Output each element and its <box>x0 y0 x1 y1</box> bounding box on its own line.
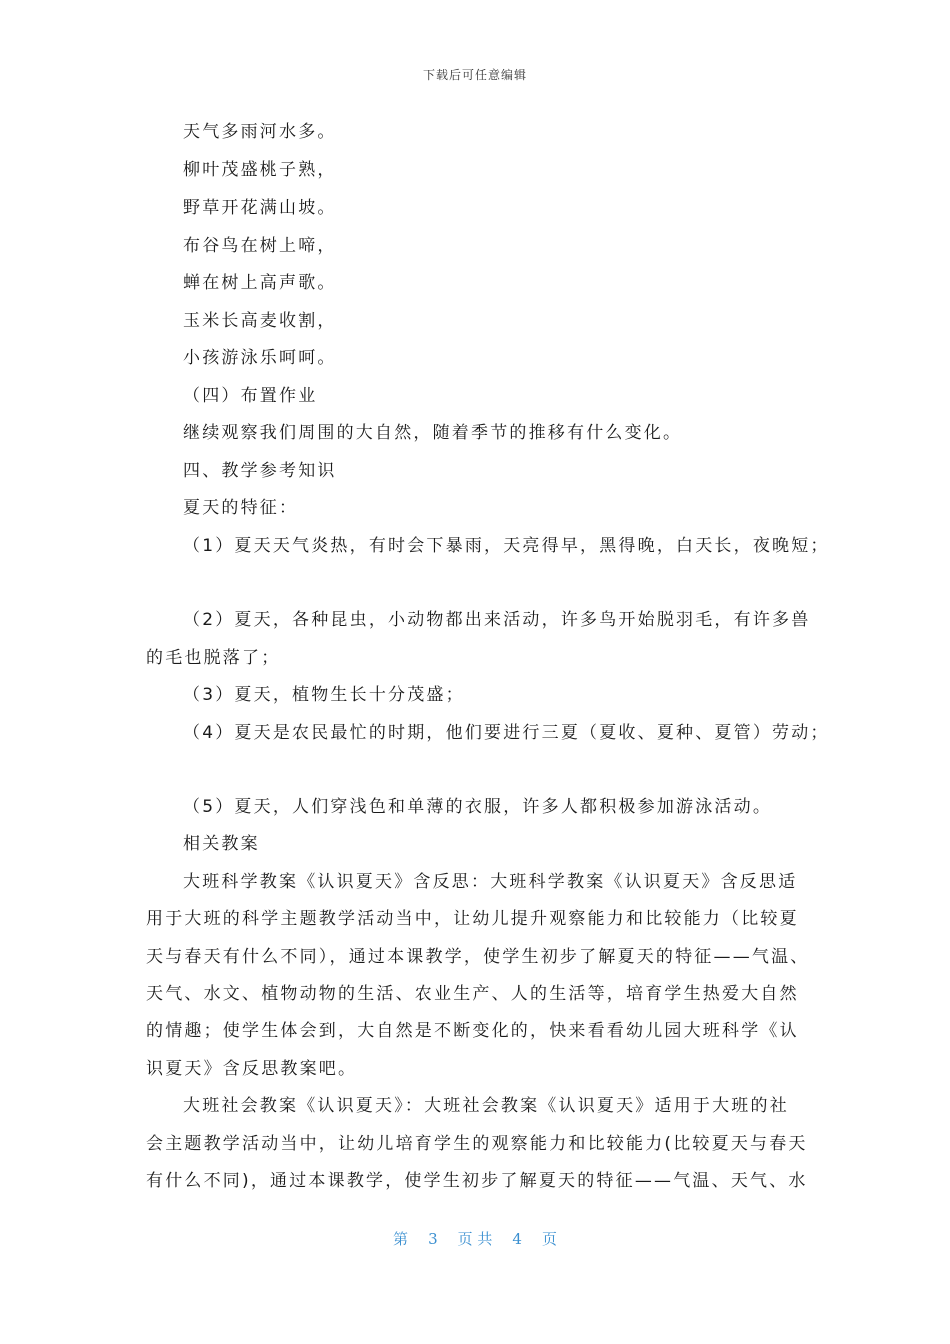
paragraph-line: 识夏天》含反思教案吧。 <box>146 1059 358 1079</box>
total-pages-number: 4 <box>512 1230 522 1248</box>
section-heading: （四）布置作业 <box>183 386 318 406</box>
text-line: 蝉在树上高声歌。 <box>183 273 337 293</box>
page-header: 下载后可任意编辑 <box>422 68 527 82</box>
footer-end-label: 页 <box>541 1230 557 1248</box>
text-line: 的毛也脱落了； <box>146 648 281 668</box>
paragraph-line: 天与春天有什么不同），通过本课教学，使学生初步了解夏天的特征——气温、 <box>146 947 810 967</box>
text-line: 布谷鸟在树上啼， <box>183 236 337 256</box>
current-page-number: 3 <box>428 1230 438 1248</box>
section-heading: 相关教案 <box>183 834 260 854</box>
paragraph-line: 大班社会教案《认识夏天》：大班社会教案《认识夏天》适用于大班的社 <box>183 1096 789 1116</box>
footer-page-label: 第 <box>393 1230 409 1248</box>
text-line: （3）夏天，植物生长十分茂盛； <box>183 685 465 705</box>
text-line: 继续观察我们周围的大自然，随着季节的推移有什么变化。 <box>183 423 683 443</box>
paragraph-line: 用于大班的科学主题教学活动当中，让幼儿提升观察能力和比较能力（比较夏 <box>146 909 799 929</box>
text-line: 野草开花满山坡。 <box>183 198 337 218</box>
footer-mid-label: 页 共 <box>457 1230 493 1248</box>
page-footer <box>0 1228 950 1249</box>
paragraph-line: 天气、水文、植物动物的生活、农业生产、人的生活等，培育学生热爱大自然 <box>146 984 799 1004</box>
text-line: （1）夏天天气炎热，有时会下暴雨，天亮得早，黑得晚，白天长，夜晚短； <box>183 536 830 556</box>
text-line: （4）夏天是农民最忙的时期，他们要进行三夏（夏收、夏种、夏管）劳动； <box>183 723 830 743</box>
paragraph-line: 的情趣；使学生体会到，大自然是不断变化的，快来看看幼儿园大班科学《认 <box>146 1021 799 1041</box>
text-line: 柳叶茂盛桃子熟， <box>183 160 337 180</box>
text-line: 夏天的特征： <box>183 498 299 518</box>
section-heading: 四、教学参考知识 <box>183 461 337 481</box>
paragraph-line: 大班科学教案《认识夏天》含反思：大班科学教案《认识夏天》含反思适 <box>183 872 798 892</box>
text-line: 小孩游泳乐呵呵。 <box>183 348 337 368</box>
paragraph-line: 有什么不同)，通过本课教学，使学生初步了解夏天的特征——气温、天气、水 <box>146 1171 808 1191</box>
paragraph-line: 会主题教学活动当中，让幼儿培育学生的观察能力和比较能力(比较夏天与春天 <box>146 1134 808 1154</box>
text-line: 玉米长高麦收割， <box>183 311 337 331</box>
text-line: （5）夏天，人们穿浅色和单薄的衣服，许多人都积极参加游泳活动。 <box>183 797 773 817</box>
text-line: （2）夏天，各种昆虫，小动物都出来活动，许多鸟开始脱羽毛，有许多兽 <box>183 610 811 630</box>
text-line: 天气多雨河水多。 <box>183 122 337 142</box>
